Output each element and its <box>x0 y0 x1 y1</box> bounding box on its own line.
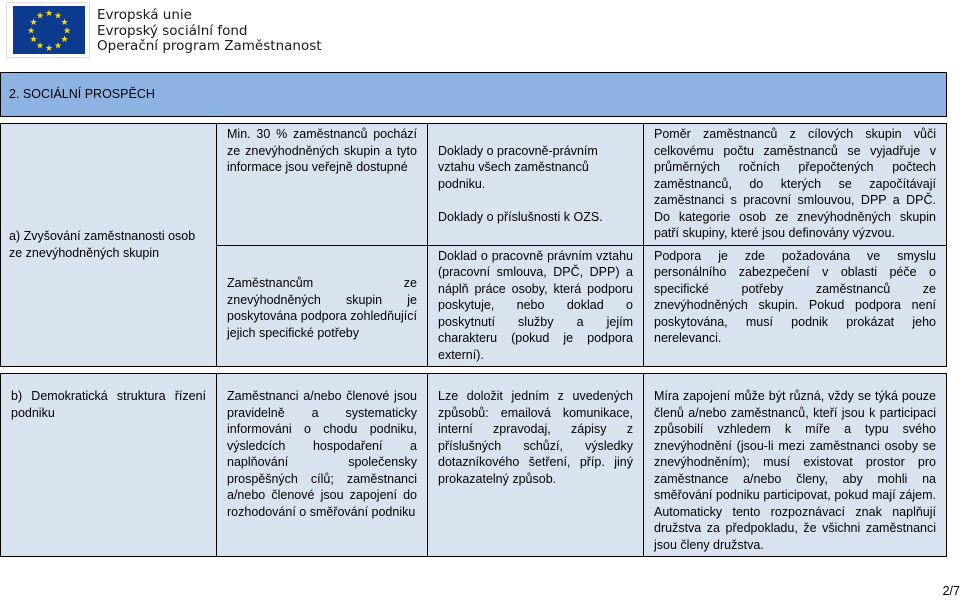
row-a-evidence-2: Doklad o pracovně právním vztahu (pracovní smlouva, DPČ, DPP) a náplň práce osoby, která podporu poskytuje, nebo doklad o poskytnutí služby a jejím charakteru (pokud je podpora externí). <box>428 245 644 367</box>
criteria-table <box>0 72 947 557</box>
row-a-label: a) Zvyšování zaměstnanosti osob ze znevýhodněných skupin <box>1 124 217 367</box>
row-b-notes: Míra zapojení může být různá, vždy se týká pouze členů a/nebo zaměstnanců, kteří jsou k participaci způsobilí vzhledem k míře a typu svého znevýhodnění (jsou-li mezi zaměstnanci osoby se znevýhodněním); musí existovat prostor pro zaměstnance a/nebo členy, aby mohli na směřování podniku participovat, pokud mají zájem. Automaticky tento rozpoznávací znak naplňují družstva za předpokladu, že všichni zaměstnanci jsou členy družstva. <box>644 374 947 557</box>
svg-text:★: ★ <box>44 44 54 54</box>
logo-line-op: Operační program Zaměstnanost <box>97 38 322 54</box>
section-header: 2. SOCIÁLNÍ PROSPĚCH <box>1 73 947 117</box>
row-b-criterion: Zaměstnanci a/nebo členové jsou pravidelně a systematicky informováni o chodu podniku, výsledcích hospodaření a naplňování společensky prospěšných cílů; zaměstnanci a/nebo členové jsou zapojení do rozhodování o směřování podniku <box>217 374 428 557</box>
row-a-criterion-1: Min. 30 % zaměstnanců pochází ze znevýhodněných skupin a tyto informace jsou veřejně dostupné <box>217 124 428 246</box>
svg-text:★: ★ <box>44 9 54 19</box>
logo-line-eu: Evropská unie <box>97 7 192 23</box>
eu-flag-icon <box>7 3 89 57</box>
svg-text:★: ★ <box>26 26 36 37</box>
svg-text:★: ★ <box>53 41 63 52</box>
svg-text:★: ★ <box>35 41 45 52</box>
svg-text:★: ★ <box>35 11 45 22</box>
svg-text:★: ★ <box>53 11 63 22</box>
svg-text:★: ★ <box>62 26 72 37</box>
logo-line-esf: Evropský sociální fond <box>97 22 248 39</box>
eu-logo <box>6 2 90 58</box>
row-b-evidence: Lze doložit jedním z uvedených způsobů: emailová komunikace, interní zpravodaj, zápisy z příslušných schůzí, výsledky dotazníkového šetření, příp. jiný prokazatelný způsob. <box>428 374 644 557</box>
logo-text <box>97 8 322 55</box>
row-a-evidence-1: Doklady o pracovně-právním vztahu všech zaměstnanců podniku. Doklady o příslušnosti k OZS. <box>428 124 644 246</box>
row-a-criterion-2: Zaměstnancům ze znevýhodněných skupin je poskytována podpora zohledňující jejich specifické potřeby <box>217 245 428 367</box>
row-a-notes-2: Podpora je zde požadována ve smyslu personálního zabezpečení v oblasti péče o specifické potřeby zaměstnanců ze znevýhodněných skupin. Pokud podpora není poskytována, musí podnik prokázat jeho nerelevanci. <box>644 245 947 367</box>
page-number: 2/7 <box>942 584 960 598</box>
row-a-notes-1: Poměr zaměstnanců z cílových skupin vůči celkovému počtu zaměstnanců se vyjadřuje v průměrných ročních přepočtených počtech zaměstnanců, do kterých se započítávají zaměstnanci s pracovní smlouvou, DPP a DPČ. Do kategorie osob ze znevýhodněných skupin patří skupiny, které jsou definovány výzvou. <box>644 124 947 246</box>
svg-text:★: ★ <box>29 35 38 45</box>
row-b-label: b) Demokratická struktura řízení podniku <box>1 374 217 557</box>
svg-text:★: ★ <box>60 35 69 45</box>
svg-text:★: ★ <box>60 18 69 28</box>
svg-text:★: ★ <box>29 18 38 28</box>
